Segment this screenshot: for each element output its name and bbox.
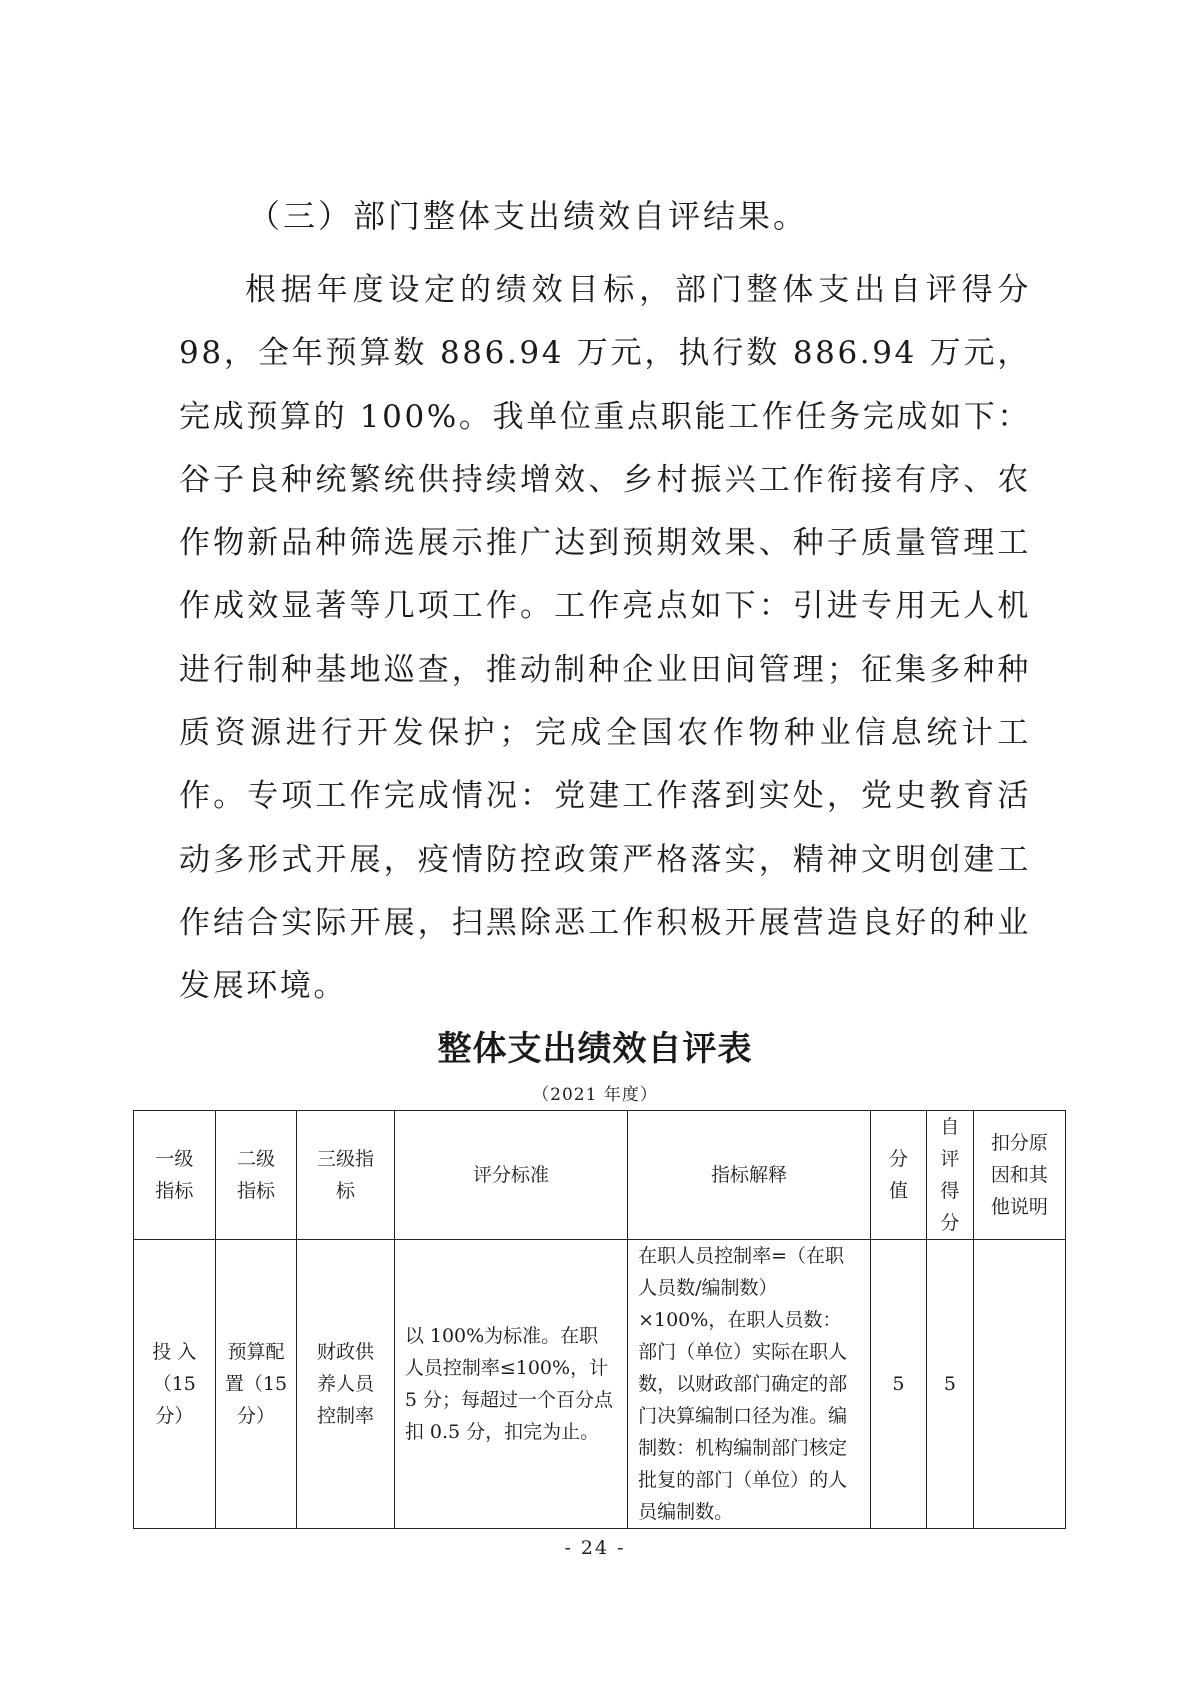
cell-explanation: 在职人员控制率=（在职人员数/编制数）×100%，在职人员数：部门（单位）实际在职人数，以财政部门确定的部门决算编制口径为准。编制数：机构编制部门核定批复的部门（单位）的人员编制数。 [628,1240,871,1529]
header-remarks: 扣分原因和其他说明 [973,1111,1065,1240]
header-level1: 一级指标 [134,1111,216,1240]
cell-score: 5 [870,1240,926,1529]
cell-level2: 预算配置（15 分） [215,1240,297,1529]
header-score: 分值 [870,1111,926,1240]
table-subtitle: （2021 年度） [532,1085,658,1105]
table-row [134,1240,1066,1529]
header-criteria: 评分标准 [394,1111,627,1240]
header-self-score: 自评得分 [927,1111,974,1240]
evaluation-table [133,1110,1066,1529]
header-explanation: 指标解释 [628,1111,871,1240]
body-paragraph: 根据年度设定的绩效目标，部门整体支出自评得分 98，全年预算数 886.94 万元，执行数 886.94 万元，完成预算的 100%。我单位重点职能工作任务完成如下：谷子良种统繁统供持续增效、乡村振兴工作衔接有序、农作物新品种筛选展示推广达到预期效果、种子质量管理工作成效显著等几项工作。工作亮点如下：引进专用无人机进行制种基地巡查，推动制种企业田间管理；征集多种种质资源进行开发保护；完成全国农作物种业信息统计工作。专项工作完成情况：党建工作落到实处，党史教育活动多形式开展，疫情防控政策严格落实，精神文明创建工作结合实际开展，扫黑除恶工作积极开展营造良好的种业发展环境。 [179,272,1031,1005]
header-level2: 二级指标 [215,1111,297,1240]
header-level3: 三级指标 [297,1111,395,1240]
cell-criteria: 以 100%为标准。在职人员控制率≤100%，计 5 分；每超过一个百分点扣 0.5 分，扣完为止。 [394,1240,627,1529]
cell-level1: 投 入（15 分） [134,1240,216,1529]
table-title: 整体支出绩效自评表 [437,1029,753,1069]
table-header-row [134,1111,1066,1240]
cell-remarks [973,1240,1065,1529]
cell-level3: 财政供养人员控制率 [297,1240,395,1529]
section-heading: （三）部门整体支出绩效自评结果。 [248,197,809,235]
page-number: - 24 - [564,1537,626,1559]
cell-self-score: 5 [927,1240,974,1529]
